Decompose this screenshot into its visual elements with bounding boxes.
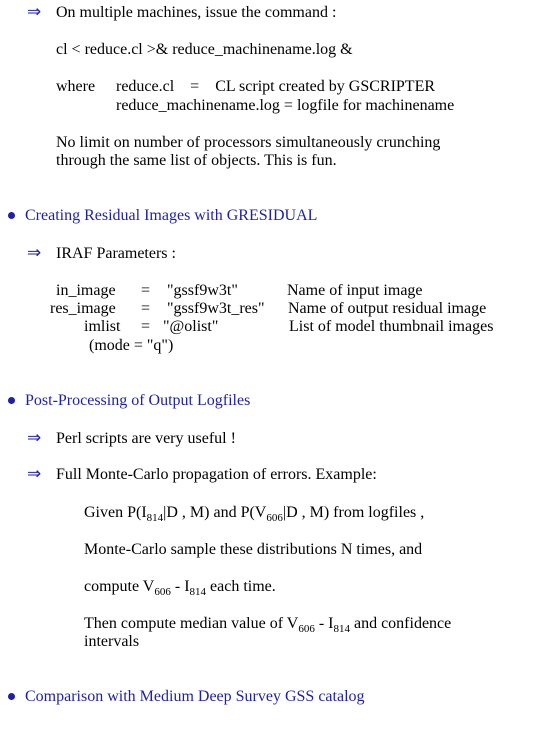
section1-heading: On multiple machines, issue the command : [56,4,337,21]
param-name: imlist [84,318,121,335]
given-line: Given $P(I_{814}|D$ , M) and $P(V_{606}|D$ , M) from logfiles , [84,504,425,524]
param-name: in_image [56,282,116,299]
median-line: Then compute median value of $V_{606} - I_{814}$ and confidence [84,615,452,635]
param-description: List of model thumbnail images [289,318,494,335]
section4-title: Comparison with Medium Deep Survey GSS catalog [25,688,365,705]
param-value: "gssf9w3t_res" [167,300,265,317]
param-description: Name of input image [287,282,423,299]
param-equals: = [141,318,151,335]
sample-line: Monte-Carlo sample these distributions N times, and [84,541,423,558]
definition-logfile: reduce_machinename.log = logfile for machinename [116,97,455,114]
bullet-icon [8,212,15,219]
bullet-icon [8,693,15,700]
note-line-2: through the same list of objects. This is fun. [56,152,337,169]
definition-reduce-cl: reduce.cl = CL script created by GSCRIPTER [116,78,436,95]
perl-item: Perl scripts are very useful ! [56,430,236,447]
arrow-icon: ⇒ [27,2,42,22]
section2-title: Creating Residual Images with GRESIDUAL [25,207,318,224]
iraf-parameters-heading: IRAF Parameters : [56,245,176,262]
compute-line: compute $V_{606} - I_{814}$ each time. [84,578,276,598]
arrow-icon: ⇒ [27,243,42,263]
param-equals: = [141,300,151,317]
section3-title: Post-Processing of Output Logfiles [25,392,251,409]
param-value: "gssf9w3t" [167,282,238,299]
arrow-icon: ⇒ [27,464,42,484]
monte-carlo-item: Full Monte-Carlo propagation of errors. Example: [56,466,377,483]
note-line-1: No limit on number of processors simultaneously crunching [56,134,441,151]
param-description: Name of output residual image [288,300,487,317]
mode-text: (mode = "q") [89,337,174,354]
param-equals: = [141,282,151,299]
bullet-icon [8,397,15,404]
param-name: res_image [50,300,116,317]
where-label: where [56,78,96,95]
arrow-icon: ⇒ [27,428,42,448]
median-line-2: intervals [84,633,140,650]
command-text: cl < reduce.cl >& reduce_machinename.log & [56,41,353,58]
param-value: "@olist" [163,318,219,335]
